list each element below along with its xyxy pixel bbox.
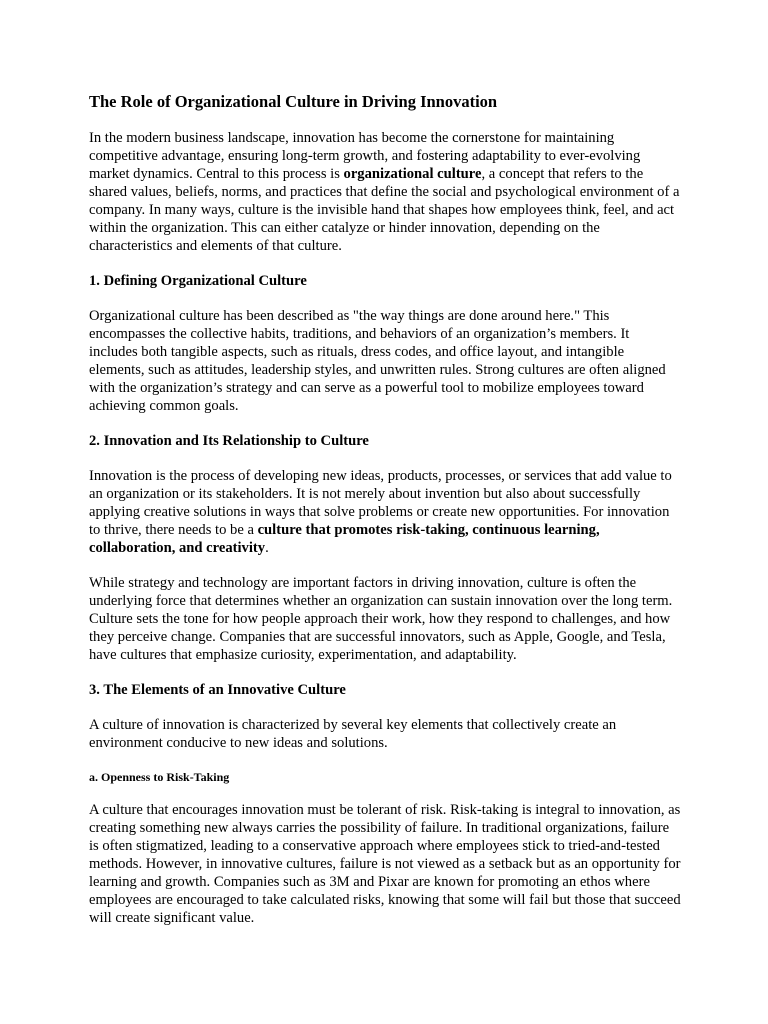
- section-1-heading: 1. Defining Organizational Culture: [89, 273, 307, 289]
- section-3-paragraph: A culture of innovation is characterized by several key elements that collectively create an environment conducive to new ideas and solutions.: [89, 717, 617, 751]
- section-2-paragraph-1: [89, 467, 681, 557]
- section-1-paragraph: Organizational culture has been described as "the way things are done around here." This encompasses the collective habits, traditions, and behaviors of an organization’s members. It includes both tangible aspects, such as rituals, dress codes, and office layout, and intangible elements, such as attitudes, leadership styles, and unwritten rules. Strong cultures are often aligned with the organization’s strategy and can serve as a powerful tool to mobilize employees toward achieving common goals.: [89, 308, 666, 414]
- section-2-text-start: Innovation is the process of developing new ideas, products, processes, or services that add value to an organization or its stakeholders. It is not merely about invention but also about successfully applying creative solutions in ways that solve problems or create new opportunities. For innovation to thrive, there needs to be a: [89, 468, 672, 538]
- document-page: [89, 92, 681, 944]
- section-2-text-end: .: [265, 540, 269, 556]
- intro-text-start: In the modern business landscape, innovation has become the cornerstone for maintaining competitive advantage, ensuring long-term growth, and fostering adaptability to ever-evolving market dynamics. Central to this process is: [89, 130, 641, 182]
- section-2-heading: 2. Innovation and Its Relationship to Culture: [89, 433, 369, 449]
- section-2-bold-phrase: culture that promotes risk-taking, continuous learning, collaboration, and creativity: [89, 522, 600, 556]
- section-3-heading: 3. The Elements of an Innovative Culture: [89, 682, 346, 698]
- section-2-paragraph-2: While strategy and technology are important factors in driving innovation, culture is often the underlying force that determines whether an organization can sustain innovation over the long term. Culture sets the tone for how people approach their work, how they respond to challenges, and how they perceive change. Companies that are successful innovators, such as Apple, Google, and Tesla, have cultures that emphasize curiosity, experimentation, and adaptability.: [89, 575, 673, 663]
- subsection-a-heading: a. Openness to Risk-Taking: [89, 770, 230, 784]
- intro-paragraph: [89, 129, 681, 255]
- document-title: The Role of Organizational Culture in Driving Innovation: [89, 92, 498, 111]
- intro-bold-term: organizational culture: [343, 166, 482, 182]
- intro-text-end: , a concept that refers to the shared values, beliefs, norms, and practices that define the social and psychological environment of a company. In many ways, culture is the invisible hand that shapes how employees think, feel, and act within the organization. This can either catalyze or hinder innovation, depending on the characteristics and elements of that culture.: [89, 166, 680, 254]
- subsection-a-paragraph: A culture that encourages innovation must be tolerant of risk. Risk-taking is integral to innovation, as creating something new always carries the possibility of failure. In traditional organizations, failure is often stigmatized, leading to a conservative approach where employees stick to tried-and-tested methods. However, in innovative cultures, failure is not viewed as a setback but as an opportunity for learning and growth. Companies such as 3M and Pixar are known for promoting an ethos where employees are encouraged to take calculated risks, knowing that some will fail but those that succeed will create significant value.: [89, 802, 681, 926]
